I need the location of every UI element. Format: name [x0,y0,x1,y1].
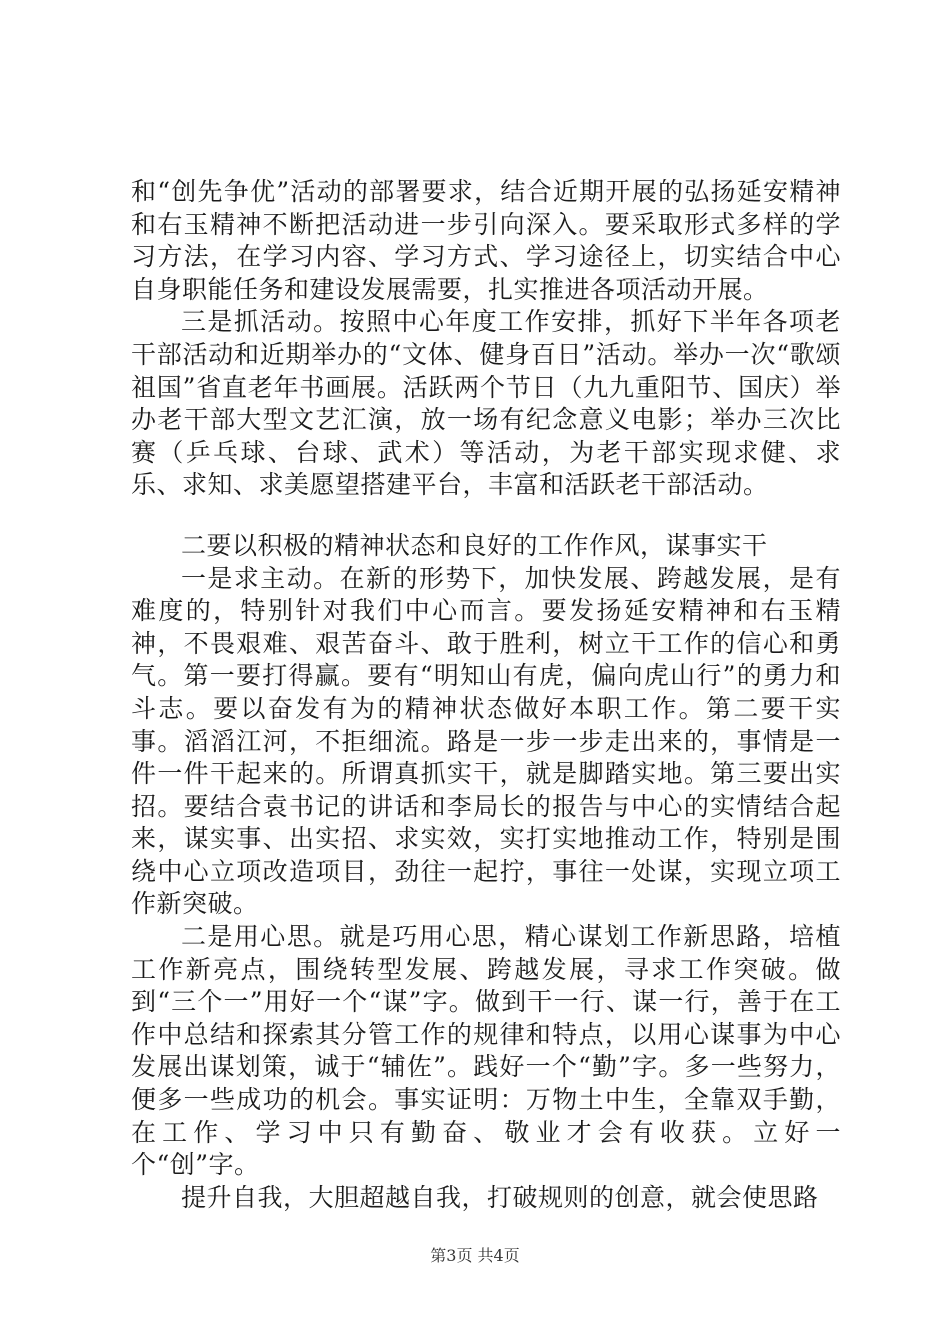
section-heading: 二要以积极的精神状态和良好的工作作风，谋事实干 [181,530,768,560]
page-footer: 第3页 共4页 [430,1246,520,1265]
paragraph-activities: 三是抓活动。按照中心年度工作安排，抓好下半年各项老干部活动和近期举办的“文体、健身百日”活动。举办一次“歌颂祖国”省直老年书画展。活跃两个节日（九九重阳节、国庆）举办老干部大型文艺汇演，放一场有纪念意义电影；举办三次比赛（乒乓球、台球、武术）等活动，为老干部实现求健、求乐、求知、求美愿望搭建平台，丰富和活跃老干部活动。 [131,307,841,500]
document-body [131,176,841,1214]
paragraph-initiative: 一是求主动。在新的形势下，加快发展、跨越发展，是有难度的，特别针对我们中心而言。要发扬延安精神和右玉精神，不畏艰难、艰苦奋斗、敢于胜利，树立干工作的信心和勇气。第一要打得赢。要有“明知山有虎，偏向虎山行”的勇力和斗志。要以奋发有为的精神状态做好本职工作。第二要干实事。滔滔江河，不拒细流。路是一步一步走出来的，事情是一件一件干起来的。所谓真抓实干，就是脚踏实地。第三要出实招。要结合袁书记的讲话和李局长的报告与中心的实情结合起来，谋实事、出实招、求实效，实打实地推动工作，特别是围绕中心立项改造项目，劲往一起拧，事往一处谋，实现立项工作新突破。 [131,563,841,919]
paragraph-self-improvement: 提升自我，大胆超越自我，打破规则的创意，就会使思路 [181,1182,819,1212]
paragraph-gap [131,502,841,530]
paragraph-mindfulness: 二是用心思。就是巧用心思，精心谋划工作新思路，培植工作新亮点，围绕转型发展、跨越发展，寻求工作突破。做到“三个一”用好一个“谋”字。做到干一行、谋一行，善于在工作中总结和探索其分管工作的规律和特点，以用心谋事为中心发展出谋划策，诚于“辅佐”。践好一个“勤”字。多一些努力，便多一些成功的机会。事实证明：万物土中生，全靠双手勤，在工作、学习中只有勤奋、敬业才会有收获。立好一个“创”字。 [131,922,841,1180]
paragraph-continuation: 和“创先争优”活动的部署要求，结合近期开展的弘扬延安精神和右玉精神不断把活动进一步引向深入。要采取形式多样的学习方法，在学习内容、学习方式、学习途径上，切实结合中心自身职能任务和建设发展需要，扎实推进各项活动开展。 [131,177,841,304]
